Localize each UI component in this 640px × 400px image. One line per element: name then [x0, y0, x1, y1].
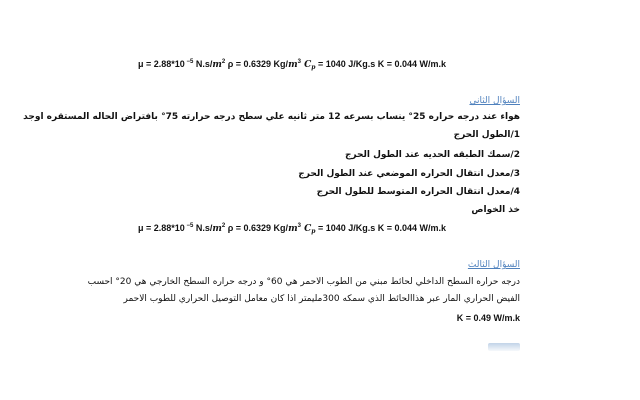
mu-unit-exponent: 2 — [221, 59, 226, 65]
question2-heading: السؤال الثاني — [469, 96, 520, 106]
mu-value: μ = 2.88*10 — [138, 223, 185, 233]
k-value: K = 0.044 W/m.k — [375, 59, 447, 69]
properties-formula-top — [138, 58, 446, 71]
question2-item-3: 3/معدل انتقال الحراره الموضعي عند الطول الحرج — [298, 169, 520, 179]
mu-unit-m: m — [212, 224, 222, 234]
mu-value: μ = 2.88*10 — [138, 59, 185, 69]
k-value: K = 0.044 W/m.k — [375, 223, 447, 233]
question2-properties-label: خذ الخواص — [471, 205, 520, 215]
cp-value: = 1040 J/Kg.s — [315, 59, 376, 69]
cp-value: = 1040 J/Kg.s — [315, 223, 376, 233]
mu-unit: N.s/ — [193, 59, 213, 69]
question2-item-1: 1/الطول الحرج — [453, 130, 520, 140]
question3-k-value: K = 0.49 W/m.k — [456, 313, 520, 323]
question3-line-2: الفيض الحراري المار عبر هذاالحائط الذي سمكه 300مليمتر اذا كان معامل التوصيل الحراري للطوب الاحمر — [123, 294, 520, 304]
faded-partial-text — [488, 343, 520, 351]
rho-unit-m: m — [288, 60, 298, 70]
question3-heading: السؤال الثالث — [467, 260, 520, 270]
rho-value: ρ = 0.6329 Kg/ — [225, 223, 289, 233]
rho-unit-exponent: 3 — [297, 59, 301, 65]
question2-item-4: 4/معدل انتقال الحراره المتوسط للطول الحرج — [316, 187, 520, 197]
mu-unit-exponent: 2 — [221, 223, 226, 229]
cp-symbol: C — [300, 224, 312, 234]
question2-statement: هواء عند درجه حراره 25° ينساب بسرعه 12 متر ثانيه علي سطح درجه حرارته 75° بافتراض الحاله المستقره اوجد — [23, 112, 520, 122]
cp-symbol: C — [300, 60, 312, 70]
mu-unit: N.s/ — [193, 223, 213, 233]
rho-unit-m: m — [288, 224, 298, 234]
rho-unit-exponent: 3 — [297, 223, 301, 229]
mu-unit-m: m — [212, 60, 222, 70]
cp-subscript: p — [311, 64, 316, 71]
rho-value: ρ = 0.6329 Kg/ — [225, 59, 289, 69]
question2-item-2: 2/سمك الطبقه الحديه عند الطول الحرج — [344, 150, 520, 160]
mu-exponent: −5 — [184, 223, 194, 229]
mu-exponent: −5 — [184, 59, 194, 65]
properties-formula-q2 — [138, 222, 446, 235]
cp-subscript: p — [311, 228, 316, 235]
question3-line-1: درجه حراره السطح الداخلي لحائط مبني من الطوب الاحمر هي 60° و درجه حراره السطح الخارجي هي 20° احسب — [87, 277, 520, 287]
